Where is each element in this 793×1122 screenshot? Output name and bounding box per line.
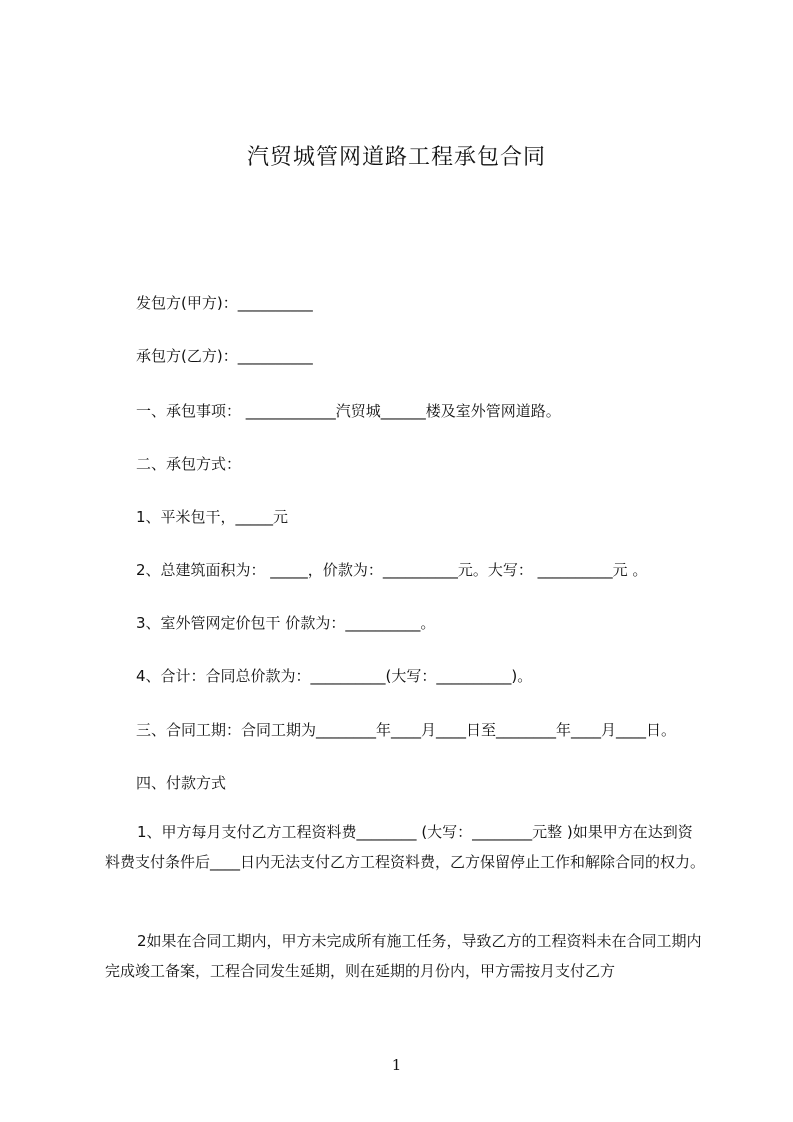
payment-paragraph-1: 1、甲方每月支付乙方工程资料费________ (大写：________元整 )如果甲方在达到资料费支付条件后____日内无法支付乙方工程资料费，乙方保留停止工作和解除合同的权力。 — [105, 823, 706, 871]
document-title: 汽贸城管网道路工程承包合同 — [246, 145, 546, 170]
method-sub-1: 1、平米包干，_____元 — [136, 508, 289, 526]
contract-item-method: 二、承包方式： — [136, 455, 242, 473]
party-a-line: 发包方(甲方)：__________ — [136, 294, 313, 312]
method-sub-4: 4、合计：合同总价款为：__________(大写：__________)。 — [136, 667, 533, 685]
page-number: 1 — [391, 1056, 402, 1074]
payment-paragraph-2: 2如果在合同工期内，甲方未完成所有施工任务，导致乙方的工程资料未在合同工期内完成竣工备案，工程合同发生延期，则在延期的月份内，甲方需按月支付乙方 — [105, 932, 702, 980]
method-sub-2: 2、总建筑面积为： _____，价款为：__________元。大写： __________元 。 — [136, 561, 648, 579]
method-sub-3: 3、室外管网定价包干 价款为：__________。 — [136, 614, 436, 632]
contract-item-scope: 一、承包事项： ____________汽贸城______楼及室外管网道路。 — [136, 402, 561, 420]
contract-item-period: 三、合同工期：合同工期为________年____月____日至________年____月____日。 — [136, 721, 677, 739]
party-b-line: 承包方(乙方)：__________ — [136, 347, 313, 365]
contract-item-payment: 四、付款方式 — [136, 774, 227, 792]
